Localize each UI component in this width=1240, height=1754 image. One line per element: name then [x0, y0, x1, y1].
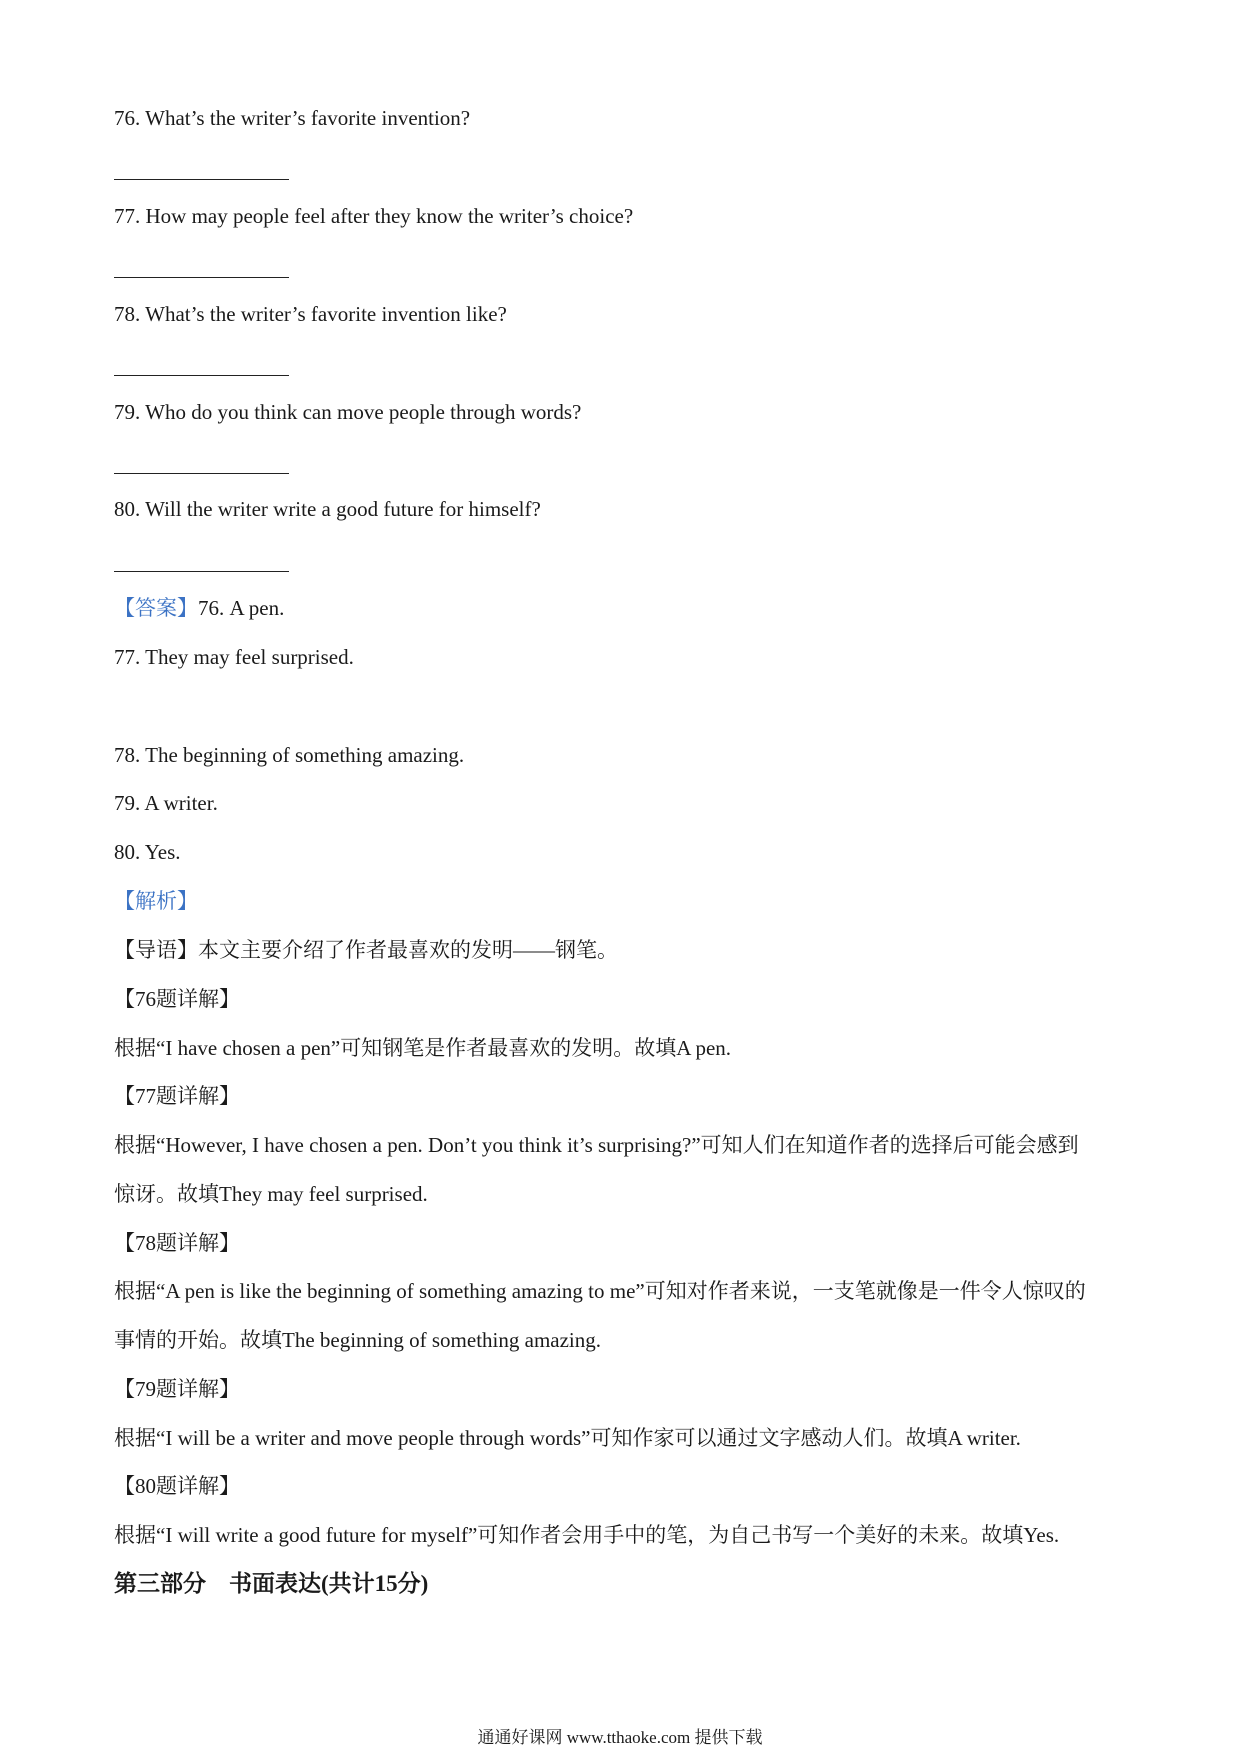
question-79: 79. Who do you think can move people through words?	[114, 400, 582, 424]
analysis-intro: 【导语】本文主要介绍了作者最喜欢的发明——钢笔。	[114, 938, 618, 962]
detail-77-title: 【77题详解】	[114, 1084, 240, 1108]
answer-80: 80. Yes.	[114, 840, 181, 864]
detail-80-text: 根据“I will write a good future for myself”可知作者会用手中的笔，为自己书写一个美好的未来。故填Yes.	[114, 1523, 1060, 1547]
page-footer: 通通好课网 www.tthaoke.com 提供下载	[477, 1728, 763, 1747]
answer-blank-79[interactable]	[114, 473, 289, 474]
detail-79-text: 根据“I will be a writer and move people through words”可知作家可以通过文字感动人们。故填A writer.	[114, 1426, 1021, 1450]
answer-blank-78[interactable]	[114, 375, 289, 376]
analysis-label: 【解析】	[114, 889, 198, 913]
question-80: 80. Will the writer write a good future for himself?	[114, 497, 541, 521]
detail-78-title: 【78题详解】	[114, 1231, 240, 1255]
answer-76: 76. A pen.	[198, 596, 285, 620]
detail-77-text-1: 根据“However, I have chosen a pen. Don’t you think it’s surprising?”可知人们在知道作者的选择后可能会感到	[114, 1133, 1079, 1157]
detail-76-title: 【76题详解】	[114, 987, 240, 1011]
answer-label: 【答案】	[114, 596, 198, 620]
question-78: 78. What’s the writer’s favorite invention like?	[114, 302, 507, 326]
question-77: 77. How may people feel after they know the writer’s choice?	[114, 204, 634, 228]
answer-77: 77. They may feel surprised.	[114, 645, 354, 669]
detail-78-text-2: 事情的开始。故填The beginning of something amazing.	[114, 1328, 602, 1352]
detail-77-text-2: 惊讶。故填They may feel surprised.	[114, 1182, 428, 1206]
question-76: 76. What’s the writer’s favorite invention?	[114, 106, 471, 130]
answer-78: 78. The beginning of something amazing.	[114, 743, 465, 767]
detail-79-title: 【79题详解】	[114, 1377, 240, 1401]
answer-line-76	[114, 593, 284, 623]
detail-78-text-1: 根据“A pen is like the beginning of something amazing to me”可知对作者来说，一支笔就像是一件令人惊叹的	[114, 1279, 1086, 1303]
answer-blank-77[interactable]	[114, 277, 289, 278]
detail-80-title: 【80题详解】	[114, 1474, 240, 1498]
answer-blank-80[interactable]	[114, 571, 289, 572]
answer-79: 79. A writer.	[114, 791, 218, 815]
section-heading: 第三部分 书面表达(共计15分)	[114, 1571, 429, 1596]
detail-76-text: 根据“I have chosen a pen”可知钢笔是作者最喜欢的发明。故填A pen.	[114, 1036, 732, 1060]
answer-blank-76[interactable]	[114, 179, 289, 180]
